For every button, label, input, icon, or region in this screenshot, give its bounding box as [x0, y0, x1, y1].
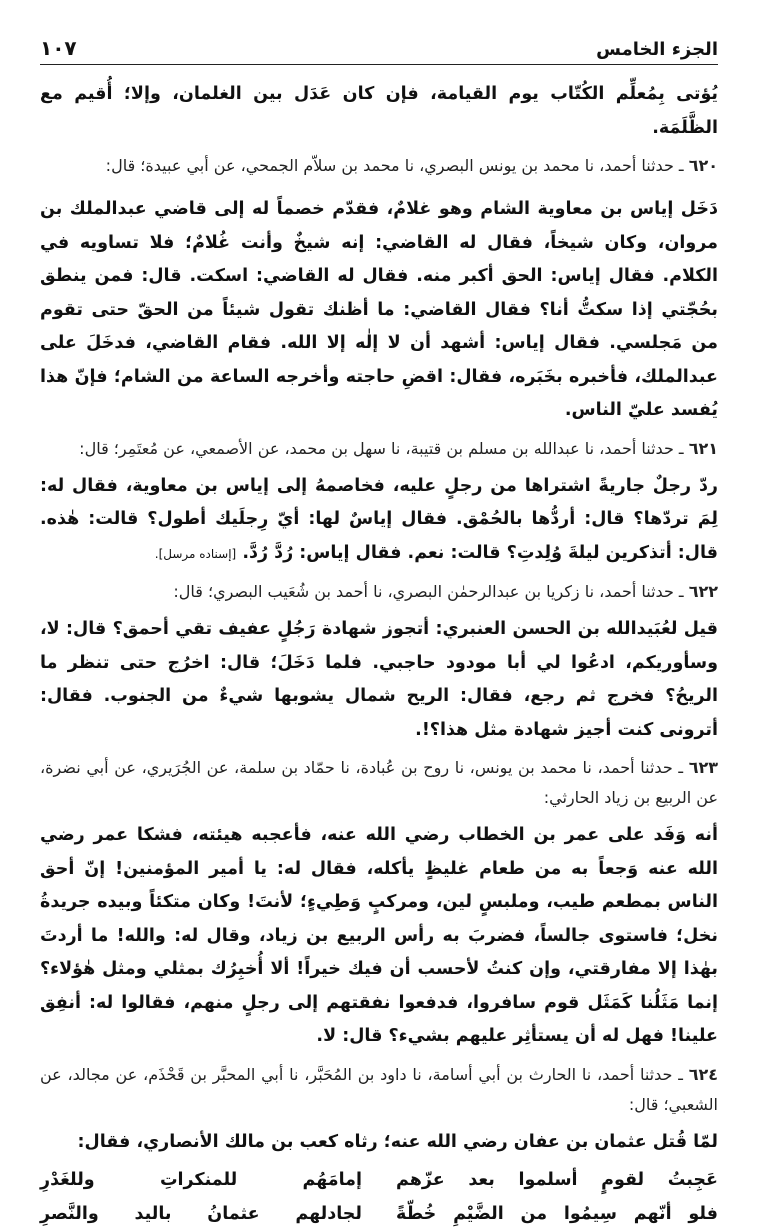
poem-intro: لمّا قُتل عثمان بن عفان رضي الله عنه؛ رثاه كعب بن مالك الأنصاري، فقال:: [77, 1131, 718, 1152]
narrative-text: [40, 470, 718, 572]
entry-number: ٦٢٠: [688, 156, 718, 175]
isnad-text: ـ حدثنا أحمد، نا عبدالله بن مسلم بن قتيبة، نا سهل بن محمد، عن الأصمعي، عن مُعتَمِر؛ قال:: [79, 438, 684, 458]
page-body: [40, 78, 718, 1231]
verse-second-hemistich: لجادلهم عثمانُ باليد والنَّصرِ: [40, 1204, 362, 1224]
verse-first-hemistich: فلو أنّهم سِيمُوا من الضَّيْمِ خُطّةً: [396, 1204, 718, 1224]
isnad-paragraph: [40, 151, 718, 181]
isnad-paragraph: [40, 753, 718, 813]
isnad-text: ـ حدثنا أحمد، نا زكريا بن عبدالرحمٰن البصري، نا أحمد بن شُعَيب البصري؛ قال:: [173, 582, 684, 601]
isnad-text: ـ حدثنا أحمد، نا محمد بن يونس البصري، نا محمد بن سلاّم الجمحي، عن أبي عبيدة؛ قال:: [105, 156, 684, 175]
narrative-text: أنه وَفَد على عمر بن الخطاب رضي الله عنه، فأعجبه هيئته، فشكا عمر رضي الله عنه وَجعاً به من طعام غليظٍ يأكله، فقال له: يا أمير المؤمنين! إنّ أحق الناس بمطعم طيب، وملبسٍ لين، ومركبٍ وَطِيءٍ؛ لأنتَ! وكان متكئاً وبيده جريدةُ نخل؛ فاستوى جالساً، فضربَ به رأس الربيع بن زياد، وقال له: والله! ما أردتَ بهٰذا إلا مفارقتي، وإن كنتُ لأحسب أن فيك خيراً! ألا أُخبِرُك بمثلي ومثل هٰؤلاء؟ إنما مَثَلُنا كَمَثَل قوم سافروا، فدفعوا نفقتهم إلى رجلٍ منهم، فقالوا له: أنفِق علينا! فهل له أن يستأثِر عليهم بشيء؟ قال: لا.: [40, 825, 718, 1046]
poem-verse: [40, 1163, 718, 1197]
isnad-paragraph: [40, 577, 718, 607]
verse-first-hemistich: عَجِبتُ لقومٍ أسلموا بعد عزّهم: [396, 1170, 718, 1190]
elegy-poem: [40, 1163, 718, 1231]
running-title: الجزء الخامس: [596, 39, 718, 60]
entry-number: ٦٢٢: [688, 582, 718, 601]
entry-number: ٦٢١: [688, 438, 718, 458]
entry-number: ٦٢٣: [688, 758, 719, 777]
narrative-text: قيل لعُبَيدالله بن الحسن العنبري: أتجوز شهادة رَجُلٍ عفيف تقي أحمق؟ قال: لا، وسأوريكم، ادعُوا لي أبا مودود حاجبي. فلما دَخَلَ؛ قال: اخرُج حتى تنظر ما الريحُ؟ فخرج ثم رجع، فقال: الريح شمال يشوبها شيءٌ من الجنوب. فقال: أترونى كنت أجيز شهادة مثل هذا؟!.: [40, 619, 718, 740]
running-header: [40, 30, 718, 65]
editor-note: [إسناده مرسل].: [154, 546, 237, 561]
isnad-paragraph: [40, 434, 718, 464]
page-number: ١٠٧: [40, 36, 77, 60]
hadith-text: يُؤتى بِمُعلِّم الكُتّاب يوم القيامة، فإن كان عَدَل بين الغلمان، وإلا؛ أُقيم مع الظَّلَمَة.: [40, 84, 718, 138]
verse-second-hemistich: إمامَهُم للمنكراتِ وللغَدْرِ: [40, 1170, 362, 1190]
narrative-text: دَخَل إياس بن معاوية الشام وهو غلامٌ، فقدّم خصماً له إلى قاضي عبدالملك بن مروان، وكان شيخاً، فقال له القاضي: إنه شيخٌ وأنت غُلامٌ؛ فلا تساويه في الكلام. فقال إياس: الحق أكبر منه. فقال له القاضي: اسكت. قال: فمن ينطق بحُجّتي إذا سكتُّ أنا؟ فقال القاضي: ما أظنك تقول شيئاً من الحقّ حتى تقوم من مَجلسي. فقال إياس: أشهد أن لا إلٰه إلا الله. فقام القاضي، فدخَلَ على عبدالملك، فأخبره بخَبَره، فقال: اقضِ حاجته وأخرجه الساعة من الشام؛ فإنّ هذا يُفسد عليّ الناس.: [40, 199, 718, 420]
entry-number: ٦٢٤: [688, 1064, 718, 1084]
isnad-text: ـ حدثنا أحمد، نا محمد بن يونس، نا روح بن عُبادة، نا حمّاد بن سلمة، عن الجُرَيري، عن أبي نضرة، عن الربيع بن زياد الحارثي:: [40, 758, 718, 807]
poem-verse: [40, 1197, 718, 1231]
book-page: [40, 30, 719, 1224]
narrative-body: ردّ رجلٌ جاريةً اشتراها من رجلٍ عليه، فخاصمهُ إلى إياس بن معاوية، فقال له: لِمَ تردّها؟ قال: أردُّها بالحُمْق. فقال إياسٌ لها: أيّ رِجلَيك أطول؟ قالت: هٰذه. قال: أتذكرين ليلةَ وُلِدتِ؟ قالت: نعم. فقال إياس: رُدَّ رُدَّ.: [40, 475, 718, 563]
isnad-text: ـ حدثنا أحمد، نا الحارث بن أبي أسامة، نا داود بن المُحَبَّر، نا أبي المحبَّر بن قَحْذَم، عن مجالد، عن الشعبي؛ قال:: [40, 1064, 718, 1114]
isnad-paragraph: [40, 1060, 718, 1120]
